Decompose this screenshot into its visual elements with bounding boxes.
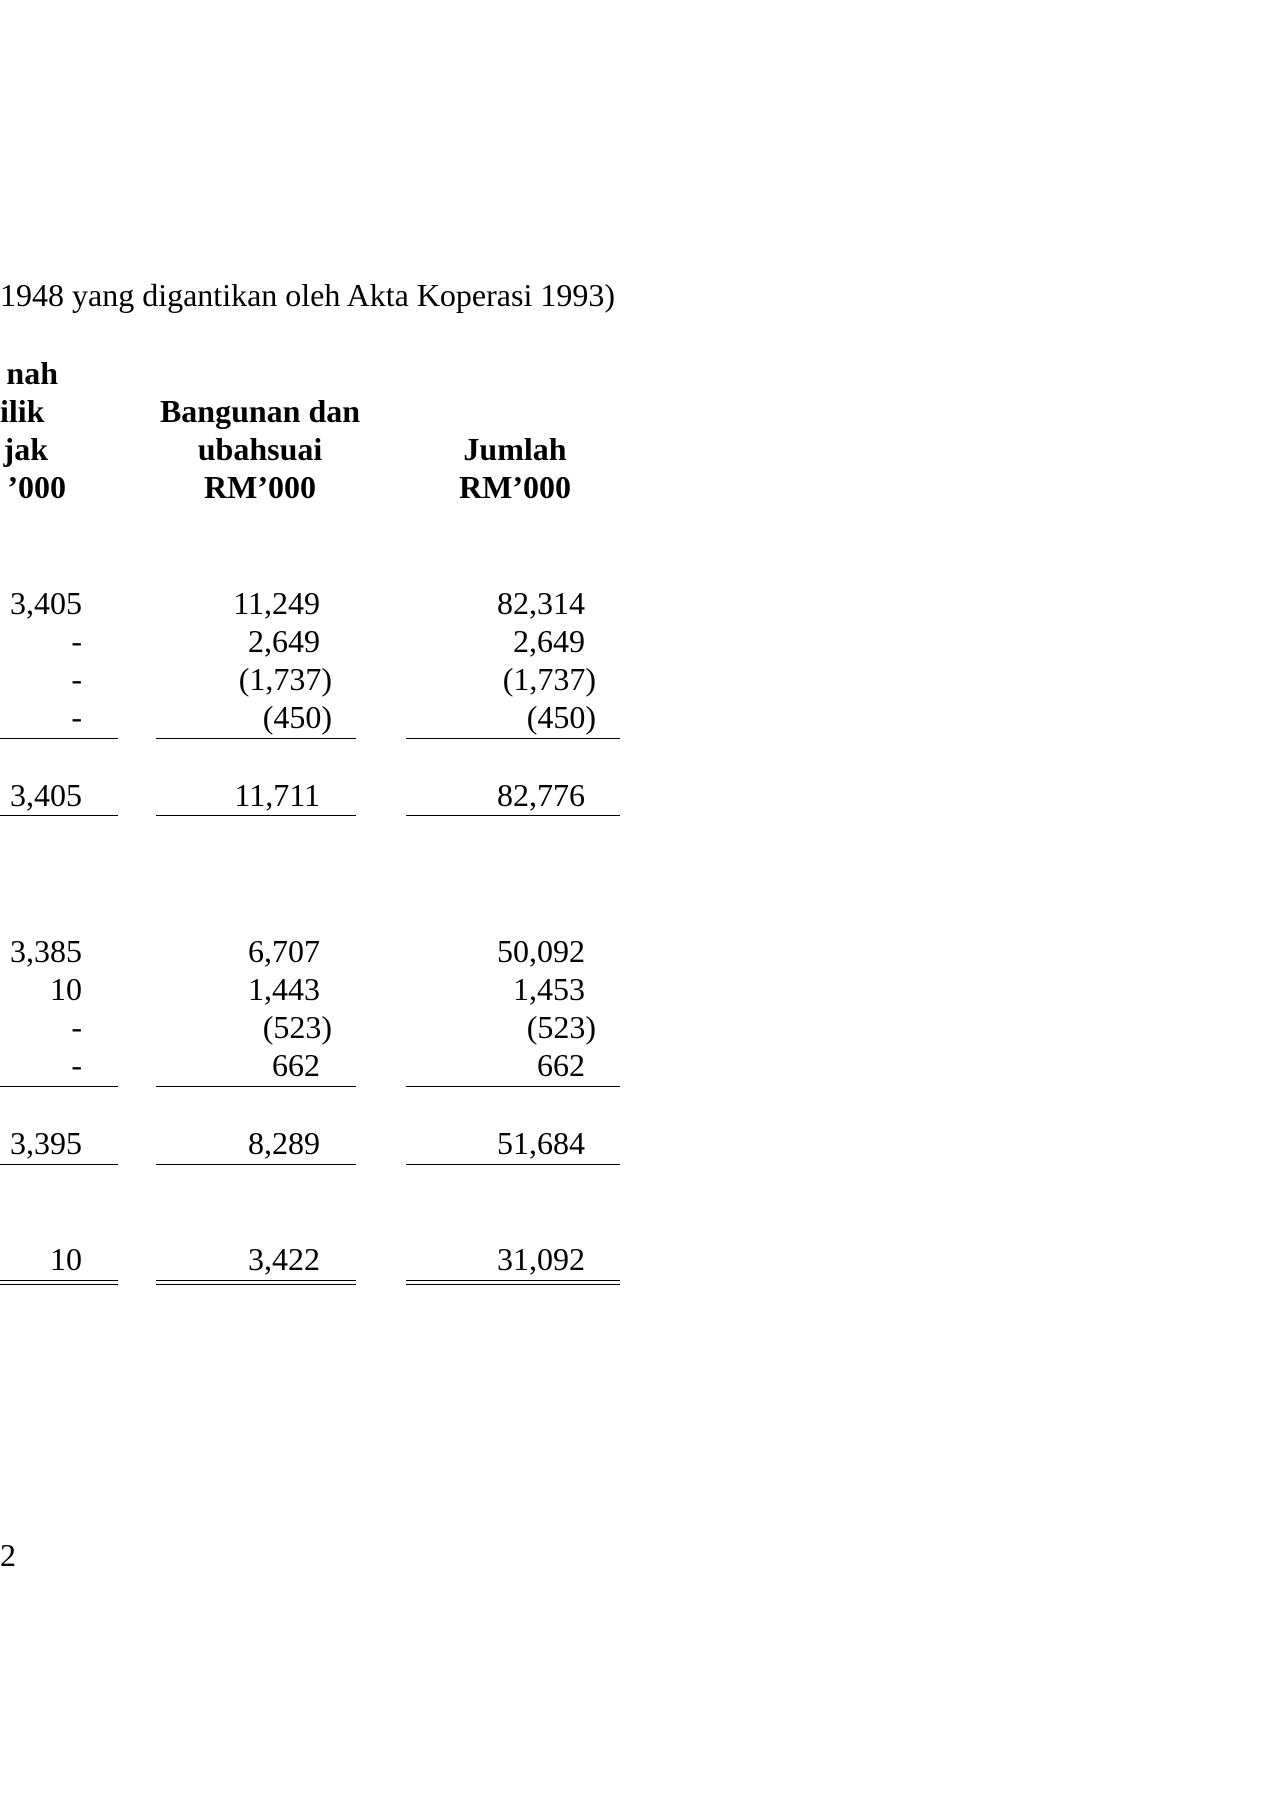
cell-r8-c1: - [71,1009,82,1045]
col2-header-line-1: Bangunan dan [159,393,361,429]
col1-header-line-2: ilik [0,393,45,429]
total2-rule-c1 [0,1164,118,1165]
cell-r10-c2: 8,289 [248,1125,320,1161]
col1-header-line-4: ’000 [7,469,66,505]
cell-r1-c3: 82,314 [497,585,585,621]
cell-r5-c2: 11,711 [234,777,320,813]
cell-r2-c3: 2,649 [513,623,585,659]
cell-r9-c1: - [71,1047,82,1083]
cell-r2-c1: - [71,623,82,659]
subtotal-rule-c3 [406,738,620,739]
cell-r11-c3: 31,092 [497,1241,585,1277]
cell-r4-c1: - [71,699,82,735]
subtotal2-rule-c2 [156,1086,356,1087]
cell-r6-c2: 6,707 [248,933,320,969]
subtotal2-rule-c1 [0,1086,118,1087]
cell-r5-c3: 82,776 [497,777,585,813]
cell-r10-c1: 3,395 [10,1125,82,1161]
col2-header-line-2: ubahsuai [197,431,323,467]
cell-r11-c2: 3,422 [248,1241,320,1277]
total2-rule-c3 [406,1164,620,1165]
cell-r8-c3: (523) [526,1009,596,1045]
cell-r6-c3: 50,092 [497,933,585,969]
subtotal2-rule-c3 [406,1086,620,1087]
cell-r10-c3: 51,684 [497,1125,585,1161]
final-double-rule-c1 [0,1280,118,1285]
total-rule-c3 [406,815,620,816]
total-rule-c1 [0,815,118,816]
cell-r4-c3: (450) [526,699,596,735]
col1-header-line-1: nah [6,355,58,391]
col3-header-line-2: RM’000 [459,469,571,505]
cell-r5-c1: 3,405 [10,777,82,813]
subtotal-rule-c2 [156,738,356,739]
cell-r8-c2: (523) [262,1009,332,1045]
cell-r9-c3: 662 [537,1047,585,1083]
cell-r3-c3: (1,737) [502,661,596,697]
cell-r9-c2: 662 [272,1047,320,1083]
cell-r7-c2: 1,443 [248,971,320,1007]
document-subtitle: 1948 yang digantikan oleh Akta Koperasi 1993) [0,277,615,313]
col1-header-line-3: jak [3,431,48,467]
final-double-rule-c2 [156,1280,356,1285]
cell-r3-c1: - [71,661,82,697]
cell-r7-c1: 10 [50,971,82,1007]
final-double-rule-c3 [406,1280,620,1285]
cell-r3-c2: (1,737) [238,661,332,697]
total2-rule-c2 [156,1164,356,1165]
cell-r1-c2: 11,249 [233,585,320,621]
cell-r7-c3: 1,453 [513,971,585,1007]
cell-r11-c1: 10 [50,1241,82,1277]
cell-r4-c2: (450) [262,699,332,735]
cell-r2-c2: 2,649 [248,623,320,659]
col2-header-line-3: RM’000 [204,469,316,505]
total-rule-c2 [156,815,356,816]
cell-r1-c1: 3,405 [10,585,82,621]
col3-header-line-1: Jumlah [463,431,567,467]
page-number: 2 [0,1537,16,1573]
cell-r6-c1: 3,385 [10,933,82,969]
subtotal-rule-c1 [0,738,118,739]
